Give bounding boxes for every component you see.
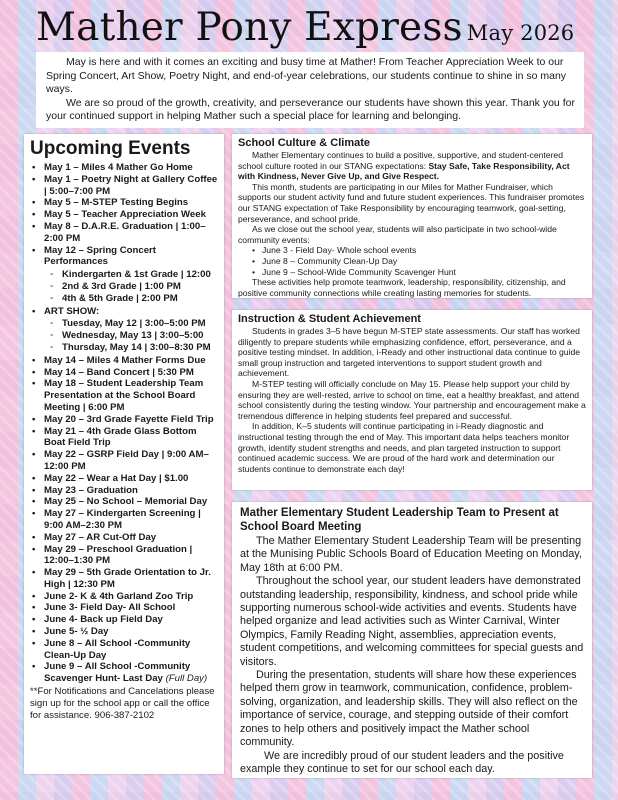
events-heading: Upcoming Events <box>30 138 191 159</box>
event-item: • May 5 – M-STEP Testing Begins <box>30 197 218 209</box>
newsletter-title <box>36 4 574 57</box>
event-item: • May 1 – Miles 4 Mather Go Home <box>30 162 218 174</box>
culture-paragraph-4: These activities help promote teamwork, leadership, responsibility, citizenship, and positive community connections while creating lasting memories for students. <box>238 277 566 298</box>
leadership-paragraph-1: The Mather Elementary Student Leadership Team will be presenting at the Munising Public Schools Board of Education Meeting on Monday, May 18th at 6:00 PM. <box>240 535 582 574</box>
leadership-paragraph-2: Throughout the school year, our student leaders have demonstrated outstanding leadership, responsibility, kindness, and school pride while supporting numerous school-wide activities and events. Students have helped organize and lead activities such as Winter Carnival, Winter Olympics, Family Reading Night, assemblies, appreciation events, student competitions, and welcoming committees for special guests and visitors. <box>240 575 584 668</box>
event-item: • June 5- ½ Day <box>30 626 218 638</box>
leadership-heading: Mather Elementary Student Leadership Team to Present at School Board Meeting <box>240 507 559 533</box>
intro-paragraph-2: We are so proud of the growth, creativity, and perseverance our students have shown this year. Thank you for your continued support in helping Mather such a special place for learning and belonging. <box>46 96 575 123</box>
leadership-paragraph-4: We are incredibly proud of our student leaders and the positive example they continue to set for our school each day. <box>240 749 564 775</box>
art-show-sub-item: ◦ Thursday, May 14 | 3:00–8:30 PM <box>48 342 218 354</box>
event-item: • May 20 – 3rd Grade Fayette Field Trip <box>30 414 218 426</box>
concert-sub-item: ◦ 2nd & 3rd Grade | 1:00 PM <box>48 281 218 293</box>
event-item: • June 8 – All School -Community Clean-Up Day <box>30 638 218 662</box>
upcoming-events-panel <box>24 134 224 774</box>
instruction-paragraph-3: In addition, K–5 students will continue participating in i-Ready diagnostic and instructional testing through the end of May. This important data helps teachers monitor growth, identify student strengths and needs, and plan targeted instruction to support continued academic success. We are proud of the hard work and determination our students continue to demonstrate each day! <box>238 421 570 474</box>
event-item: • May 1 – Poetry Night at Gallery Coffee | 5:00–7:00 PM <box>30 174 218 198</box>
community-events-list <box>252 245 586 277</box>
event-item: • May 22 – Wear a Hat Day | $1.00 <box>30 473 218 485</box>
event-item: • May 14 – Miles 4 Mather Forms Due <box>30 355 218 367</box>
event-item: • June 3- Field Day- All School <box>30 602 218 614</box>
instruction-panel <box>232 310 592 490</box>
event-item-label: May 12 – Spring Concert Performances <box>44 244 156 268</box>
community-event-item: • June 9 – School-Wide Community Scavenger Hunt <box>252 267 586 278</box>
intro-paragraph-1: May is here and with it comes an exciting and busy time at Mather! From Teacher Appreciation Week to our Spring Concert, Art Show, Poetry Night, and end-of-year celebrations, our students continue to shine in so many ways. <box>46 56 567 96</box>
leadership-panel <box>232 502 592 778</box>
event-item: • May 27 – AR Cut-Off Day <box>30 532 218 544</box>
event-item: • May 21 – 4th Grade Glass Bottom Boat Field Trip <box>30 426 218 450</box>
event-item: • June 4- Back up Field Day <box>30 614 218 626</box>
event-item: • May 5 – Teacher Appreciation Week <box>30 209 218 221</box>
issue-date: May 2026 <box>466 21 575 45</box>
notifications-note: **For Notifications and Cancelations please sign up for the school app or call the office for assistance. 906-387-2102 <box>30 686 215 721</box>
art-show-sublist <box>48 318 218 353</box>
culture-paragraph-1 <box>238 150 586 182</box>
community-event-item: • June 3 - Field Day- Whole school events <box>252 245 586 256</box>
event-item-concert <box>30 245 218 305</box>
intro-box <box>36 52 584 128</box>
event-item-art-show <box>30 306 218 354</box>
event-item: • May 29 – Preschool Graduation | 12:00–1:30 PM <box>30 544 218 568</box>
concert-sublist <box>48 269 218 304</box>
concert-sub-item: ◦ Kindergarten & 1st Grade | 12:00 <box>48 269 218 281</box>
event-item: • May 27 – Kindergarten Screening | 9:00 AM–2:30 PM <box>30 508 218 532</box>
title-text: Mather Pony Express <box>36 5 463 50</box>
event-item: • May 25 – No School – Memorial Day <box>30 496 218 508</box>
event-item: • May 14 – Band Concert | 5:30 PM <box>30 367 218 379</box>
full-day-note: (Full Day) <box>165 673 208 685</box>
event-item: • May 8 – D.A.R.E. Graduation | 1:00–2:00 PM <box>30 221 218 245</box>
art-show-sub-item: ◦ Wednesday, May 13 | 3:00–5:00 <box>48 330 218 342</box>
instruction-paragraph-2: M-STEP testing will officially conclude on May 15. Please help support your child by ensuring they are well-rested, arrive to school on time, eat a healthy breakfast, and attend school consistently during the testing window. Your partnership and encouragement make a tremendous difference in helping students feel prepared and successful. <box>238 378 586 421</box>
school-culture-panel <box>232 134 592 298</box>
leadership-paragraph-3: During the presentation, students will share how these experiences helped them grow in teamwork, communication, confidence, problem-solving, organization, and leadership skills. They will also reflect on the importance of service, courage, and stepping outside of their comfort zones to help others and positively impact the Mather school community. <box>240 669 578 749</box>
event-item-last-day <box>30 661 218 685</box>
event-item-label: June 9 – All School -Community Scavenger Hunt- Last Day <box>44 661 191 685</box>
event-item: • May 23 – Graduation <box>30 485 218 497</box>
culture-heading: School Culture & Climate <box>238 137 371 149</box>
event-item-label: ART SHOW: <box>44 305 100 317</box>
event-item: • May 18 – Student Leadership Team Presentation at the School Board Meeting | 6:00 PM <box>30 378 218 413</box>
event-item: • May 22 – GSRP Field Day | 9:00 AM–12:00 PM <box>30 449 218 473</box>
culture-paragraph-3: As we close out the school year, students will also participate in two school-wide community events: <box>238 224 557 245</box>
concert-sub-item: ◦ 4th & 5th Grade | 2:00 PM <box>48 293 218 305</box>
stang-expectations: Stay Safe, Take Responsibility, Act with Kindness, Never Give Up, and Give Respect. <box>238 160 570 182</box>
community-event-item: • June 8 – Community Clean-Up Day <box>252 256 586 267</box>
instruction-paragraph-1: Students in grades 3–5 have begun M-STEP state assessments. Our staff has worked diligently to prepare students while emphasizing confidence, effort, perseverance, and a positive testing mindset. In addition, i-Ready and other instructional data continue to guide small group instruction and targeted interventions to support student growth and achievement. <box>238 326 581 379</box>
culture-paragraph-2: This month, students are participating in our Miles for Mather Fundraiser, which supports our student activity fund and future student experiences. This fundraiser promotes our STANG expectation of Take Responsibility by encouraging teamwork, goal-setting, perseverance, and school pride. <box>238 181 585 224</box>
art-show-sub-item: ◦ Tuesday, May 12 | 3:00–5:00 PM <box>48 318 218 330</box>
event-item: • May 29 – 5th Grade Orientation to Jr. High | 12:30 PM <box>30 567 218 591</box>
event-item: • June 2- K & 4th Garland Zoo Trip <box>30 591 218 603</box>
culture-p1-text: Mather Elementary continues to build a positive, supportive, and student-centered school culture rooted in our STANG expectations: <box>238 150 563 171</box>
instruction-heading: Instruction & Student Achievement <box>238 313 421 325</box>
events-list <box>30 162 218 685</box>
